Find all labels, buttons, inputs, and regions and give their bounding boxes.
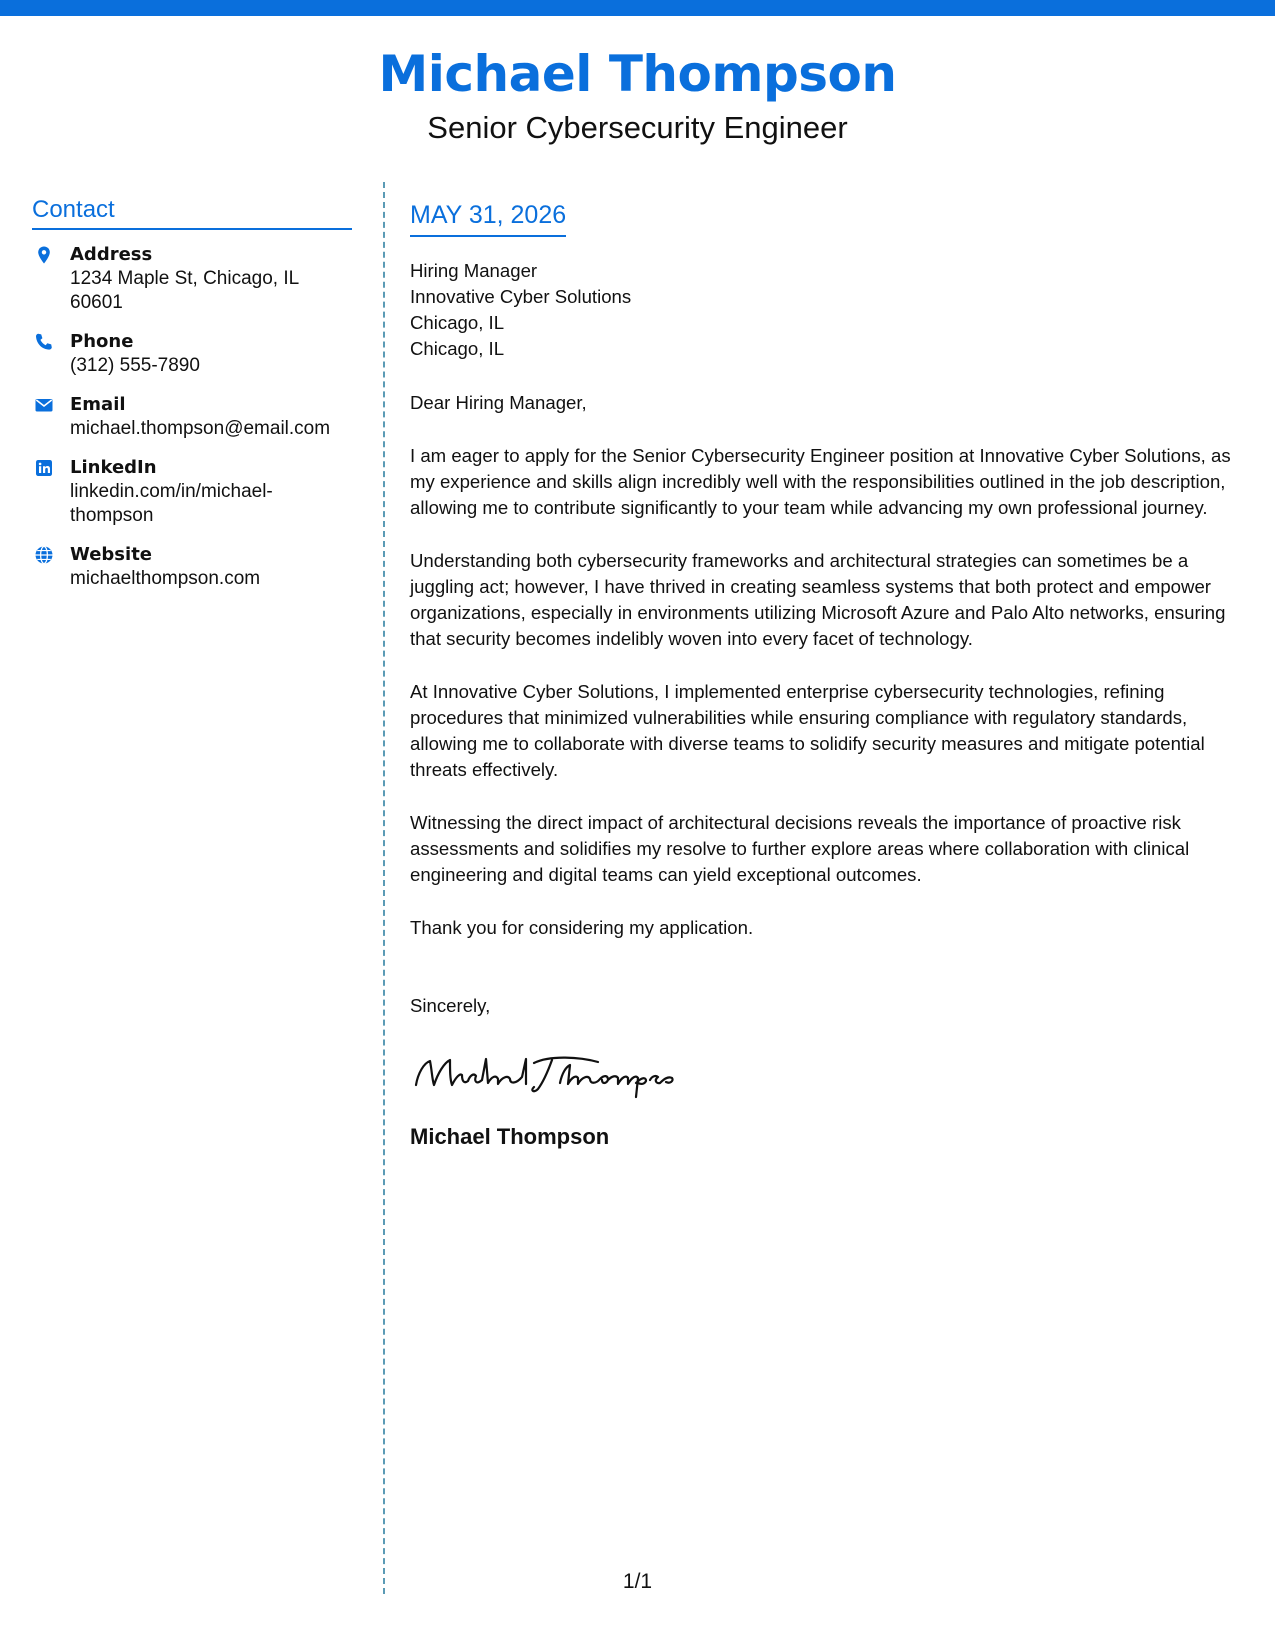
signer-name: Michael Thompson: [410, 1124, 610, 1149]
letter-date: MAY 31, 2026: [410, 198, 566, 237]
contact-label: Website: [70, 544, 153, 565]
contact-item-linkedin: [32, 455, 352, 528]
applicant-name: Michael Thompson: [378, 45, 897, 103]
globe-icon: [34, 545, 54, 565]
letter-paragraph: At Innovative Cyber Solutions, I implemented enterprise cybersecurity technologies, refining procedures that minimized vulnerabilities while ensuring compliance with regulatory standards, allowing me to collaborate with diverse teams to solidify security measures and mitigate potential threats effectively.: [410, 681, 1205, 780]
letter-paragraph: Witnessing the direct impact of architectural decisions reveals the importance of proactive risk assessments and solidifies my resolve to further explore areas where collaboration with clinical engineering and digital teams can yield exceptional outcomes.: [410, 812, 1190, 885]
handwritten-signature: [410, 1043, 680, 1103]
contact-item-website: [32, 542, 352, 591]
linkedin-icon: [34, 458, 54, 478]
contact-label: Address: [70, 244, 153, 265]
salutation: Dear Hiring Manager,: [410, 392, 587, 413]
applicant-role: Senior Cybersecurity Engineer: [427, 110, 848, 145]
contact-label: Phone: [70, 331, 134, 352]
letter-body: [410, 198, 1245, 1152]
contact-item-phone: [32, 329, 352, 378]
top-accent-bar: [0, 0, 1275, 16]
contact-value: linkedin.com/in/michael-thompson: [70, 481, 273, 526]
contact-value: michaelthompson.com: [70, 568, 261, 589]
recipient-block: [410, 258, 1245, 362]
map-pin-icon: [34, 245, 54, 265]
header: [0, 40, 1275, 148]
recipient-line: Innovative Cyber Solutions: [410, 286, 632, 307]
recipient-line: Chicago, IL: [410, 312, 505, 333]
page-number: 1/1: [622, 1570, 653, 1593]
recipient-line: Chicago, IL: [410, 338, 505, 359]
contact-list: [32, 242, 352, 591]
contact-sidebar: [32, 195, 352, 605]
contact-label: Email: [70, 394, 126, 415]
contact-value: (312) 555-7890: [70, 355, 200, 376]
contact-label: LinkedIn: [70, 457, 157, 478]
letter-paragraph: Thank you for considering my application.: [410, 917, 754, 938]
closing: Sincerely,: [410, 995, 491, 1016]
envelope-icon: [34, 395, 54, 415]
column-divider: [383, 182, 385, 1594]
contact-item-address: [32, 242, 352, 315]
phone-icon: [34, 332, 54, 352]
contact-item-email: [32, 392, 352, 441]
contact-value: 1234 Maple St, Chicago, IL 60601: [70, 268, 299, 313]
contact-heading: Contact: [32, 195, 352, 230]
contact-value: michael.thompson@email.com: [70, 418, 331, 439]
letter-paragraph: I am eager to apply for the Senior Cybersecurity Engineer position at Innovative Cyber Solutions, as my experience and skills align incredibly well with the responsibilities outlined in the job description, allowing me to contribute significantly to your team while advancing my own professional journey.: [410, 445, 1231, 518]
letter-paragraph: Understanding both cybersecurity frameworks and architectural strategies can sometimes be a juggling act; however, I have thrived in creating seamless systems that both protect and empower organizations, especially in environments utilizing Microsoft Azure and Palo Alto networks, ensuring that security becomes indelibly woven into every facet of technology.: [410, 550, 1226, 649]
recipient-line: Hiring Manager: [410, 260, 538, 281]
